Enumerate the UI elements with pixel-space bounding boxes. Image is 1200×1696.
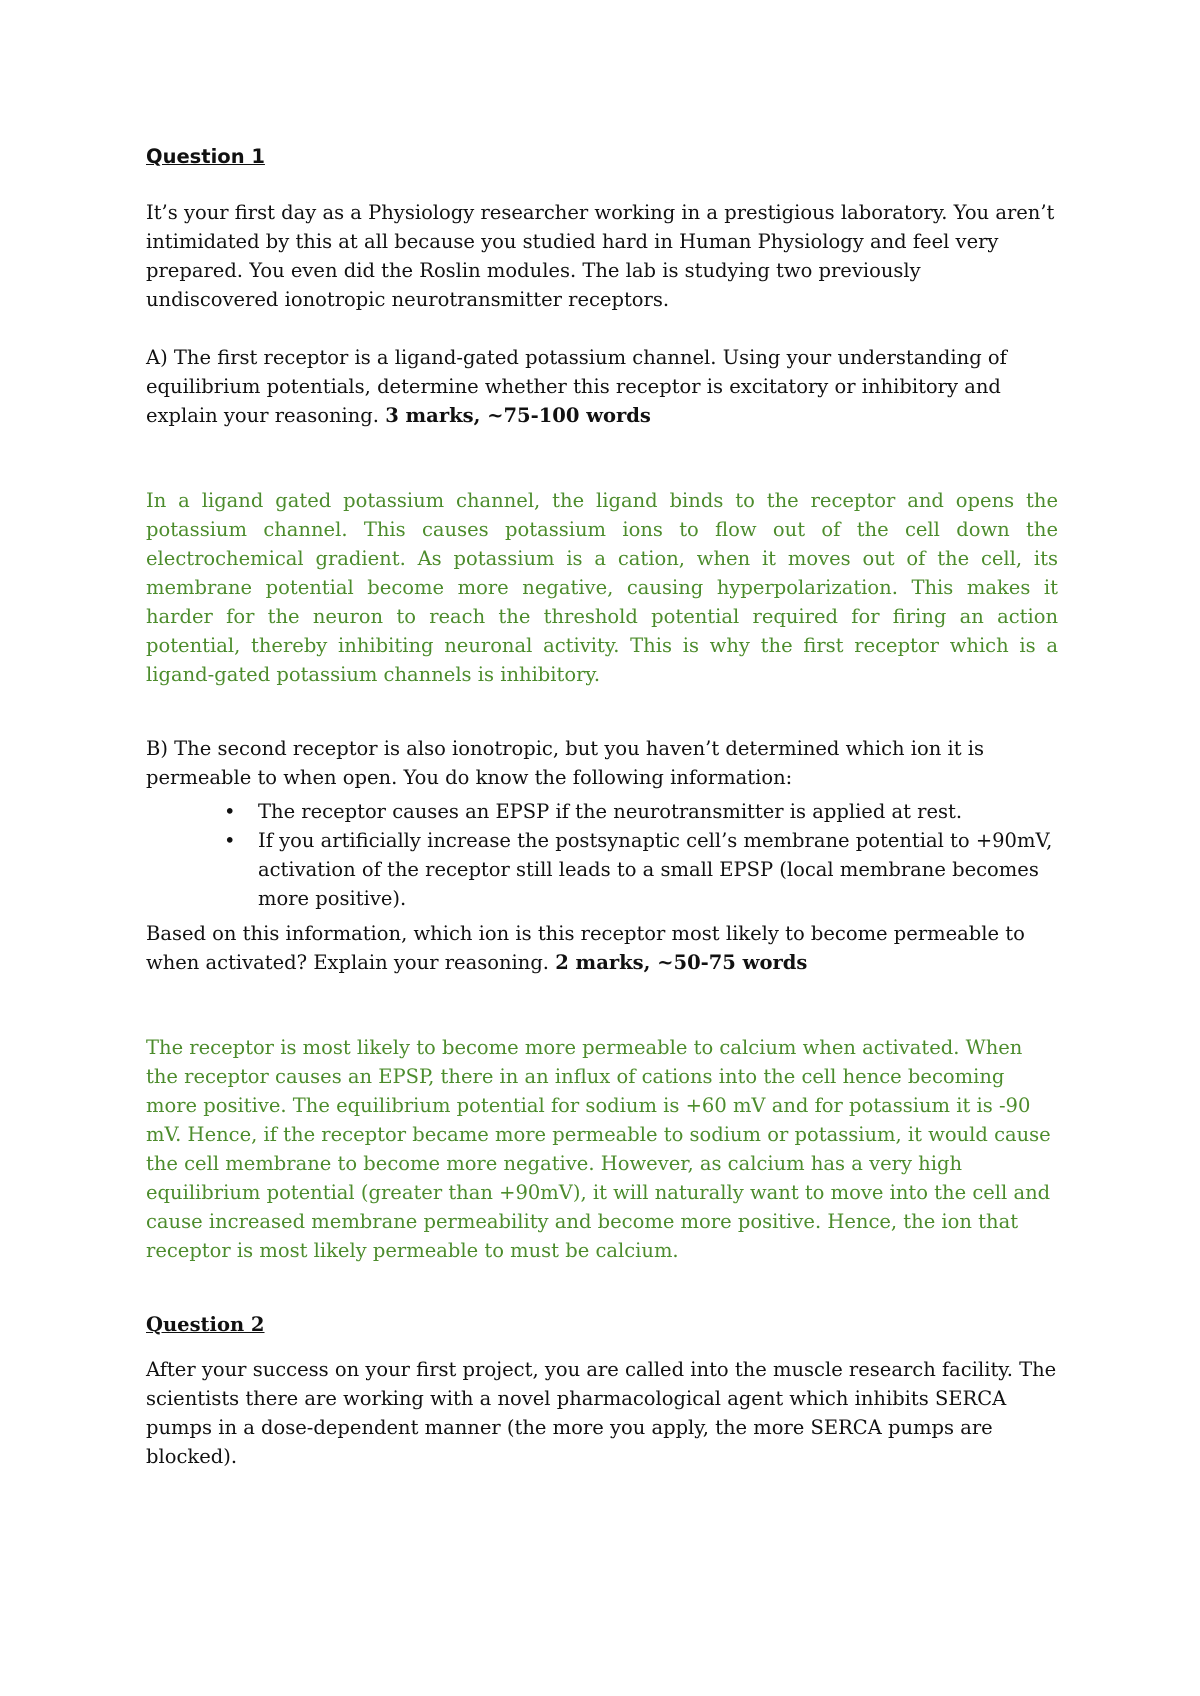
part-a-prompt: [146, 343, 1058, 430]
part-b-question: [146, 919, 1058, 977]
bullet-text: If you artificially increase the postsynaptic cell’s membrane potential to +90mV, activation of the receptor still leads to a small EPSP (local membrane becomes more positive).: [258, 829, 1053, 910]
question-2-intro: After your success on your first project, you are called into the muscle research facility. The scientists there are working with a novel pharmacological agent which inhibits SERCA pumps in a dose-dependent manner (the more you apply, the more SERCA pumps are blocked).: [146, 1358, 1057, 1468]
question-1-intro: It’s your first day as a Physiology researcher working in a prestigious laboratory. You aren’t intimidated by this at all because you studied hard in Human Physiology and feel very prepared. You even did the Roslin modules. The lab is studying two previously undiscovered ionotropic neurotransmitter receptors.: [146, 201, 1055, 311]
part-b-answer: The receptor is most likely to become more permeable to calcium when activated. When the receptor causes an EPSP, there in an influx of cations into the cell hence becoming more positive. The equilibrium potential for sodium is +60 mV and for potassium it is -90 mV. Hence, if the receptor became more permeable to sodium or potassium, it would cause the cell membrane to become more negative. However, as calcium has a very high equilibrium potential (greater than +90mV), it will naturally want to move into the cell and cause increased membrane permeability and become more positive. Hence, the ion that receptor is most likely permeable to must be calcium.: [146, 1036, 1051, 1262]
part-a-prompt-text: A) The first receptor is a ligand-gated potassium channel. Using your understanding of equilibrium potentials, determine whether this receptor is excitatory or inhibitory and explain your reasoning.: [146, 346, 1007, 427]
bullet-icon: •: [224, 800, 236, 823]
part-a-marks: 3 marks, ~75-100 words: [385, 404, 651, 427]
bullet-text: The receptor causes an EPSP if the neurotransmitter is applied at rest.: [258, 800, 963, 823]
part-a-answer: In a ligand gated potassium channel, the ligand binds to the receptor and opens the potassium channel. This causes potassium ions to flow out of the cell down the electrochemical gradient. As potassium is a cation, when it moves out of the cell, its membrane potential become more negative, causing hyperpolarization. This makes it harder for the neuron to reach the threshold potential required for firing an action potential, thereby inhibiting neuronal activity. This is why the first receptor which is a ligand-gated potassium channels is inhibitory.: [146, 489, 1058, 686]
part-b-question-text: Based on this information, which ion is this receptor most likely to become permeable to when activated? Explain your reasoning.: [146, 922, 1025, 974]
question-1-heading: Question 1: [146, 145, 265, 168]
part-b-prompt: B) The second receptor is also ionotropic, but you haven’t determined which ion it is permeable to when open. You do know the following information:: [146, 737, 985, 789]
list-item: [224, 826, 1058, 913]
bullet-icon: •: [224, 829, 236, 852]
part-b-bullet-list: [146, 797, 1058, 913]
part-b-marks: 2 marks, ~50-75 words: [555, 951, 808, 974]
list-item: [224, 797, 1058, 826]
document-page: [146, 142, 1058, 1471]
question-2-heading: Question 2: [146, 1313, 265, 1336]
